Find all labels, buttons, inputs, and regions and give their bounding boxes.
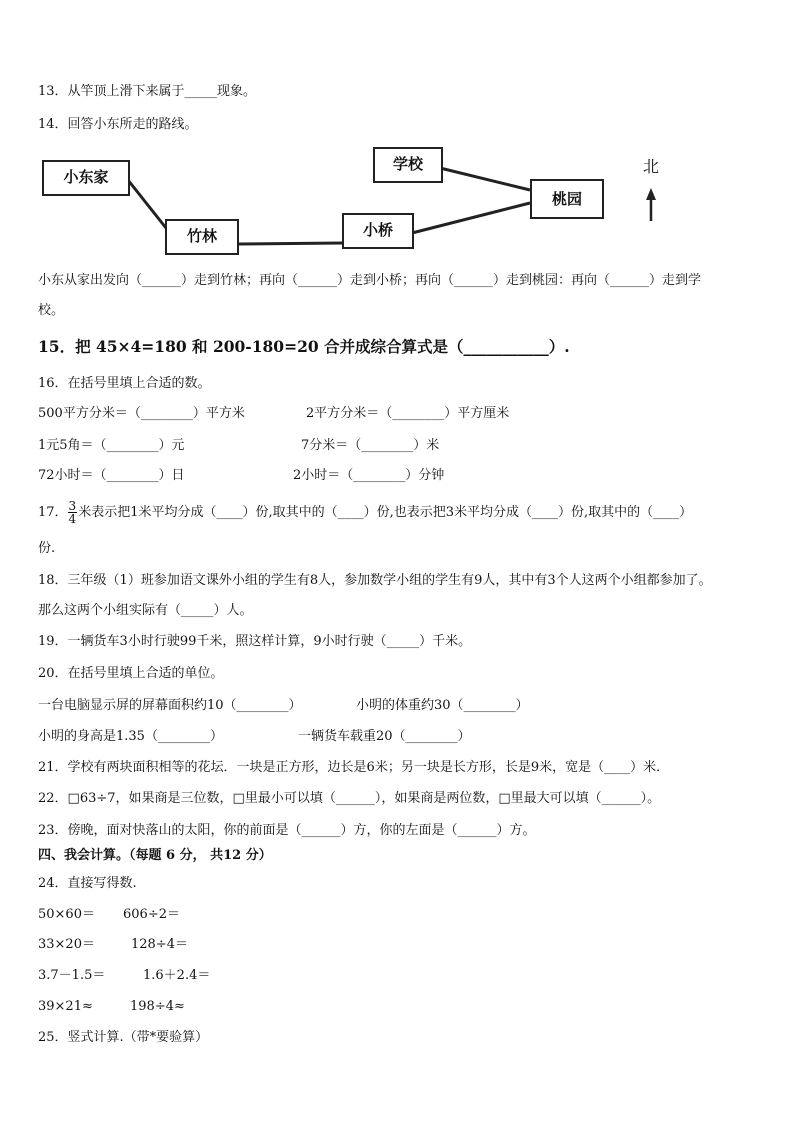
question-17-line1 xyxy=(38,496,692,530)
calc-r4a: 39×21≈ xyxy=(38,999,93,1014)
fraction-three-quarters xyxy=(68,500,78,525)
map-box-orchard: 桃园 xyxy=(530,179,604,219)
question-16-f: 2小时＝（________）分钟 xyxy=(293,468,445,483)
map-box-bamboo: 竹林 xyxy=(165,219,239,255)
question-16-d: 7分米＝（________）米 xyxy=(301,438,440,453)
question-21: 21．学校有两块面积相等的花坛．一块是正方形，边长是6米；另一块是长方形，长是9米，宽是（____）米． xyxy=(38,760,670,775)
calc-r3b: 1.6＋2.4＝ xyxy=(143,968,211,983)
question-13: 13．从竿顶上滑下来属于_____现象。 xyxy=(38,84,257,99)
question-15: 15．把 45×4=180 和 200-180=20 合并成综合算式是（___________）. xyxy=(38,337,570,356)
calc-r1b: 606÷2＝ xyxy=(123,907,180,922)
question-16-c: 1元5角＝（________）元 xyxy=(38,438,185,453)
road-school-orchard xyxy=(440,168,530,190)
road-home-bamboo xyxy=(128,180,166,228)
question-24-title: 24．直接写得数. xyxy=(38,876,137,891)
road-bridge-orchard xyxy=(412,203,530,233)
question-16-title: 16．在括号里填上合适的数。 xyxy=(38,376,211,391)
calc-r1a: 50×60＝ xyxy=(38,907,95,922)
calc-r2b: 128÷4＝ xyxy=(131,937,188,952)
map-box-home: 小东家 xyxy=(42,160,130,196)
question-17-number: 17． xyxy=(38,505,68,520)
section-4-heading: 四、我会计算。（每题 6 分， 共12 分） xyxy=(38,848,272,863)
question-18-line1: 18．三年级（1）班参加语文课外小组的学生有8人，参加数学小组的学生有9人，其中有3个人这两个小组都参加了。 xyxy=(38,573,712,588)
question-22: 22．□63÷7，如果商是三位数，□里最小可以填（______），如果商是两位数，□里最大可以填（______）。 xyxy=(38,791,661,806)
question-20-b: 小明的体重约30（________） xyxy=(356,698,529,713)
question-25: 25．竖式计算.（带*要验算） xyxy=(38,1030,209,1045)
question-17-line2: 份. xyxy=(38,541,56,556)
question-18-line2: 那么这两个小组实际有（_____）人。 xyxy=(38,603,253,618)
question-14-line2: 校。 xyxy=(38,303,65,318)
map-box-school: 学校 xyxy=(373,147,443,183)
question-19: 19．一辆货车3小时行驶99千米，照这样计算，9小时行驶（_____）千米。 xyxy=(38,634,472,649)
fraction-numerator: 3 xyxy=(68,499,77,513)
question-20-c: 小明的身高是1.35（________） xyxy=(38,729,223,744)
question-17-text: 米表示把1米平均分成（____）份,取其中的（____）份,也表示把3米平均分成（____）份,取其中的（____） xyxy=(78,505,693,520)
question-20-a: 一台电脑显示屏的屏幕面积约10（________） xyxy=(38,698,302,713)
question-16-e: 72小时＝（________）日 xyxy=(38,468,185,483)
north-label: 北 xyxy=(643,157,660,176)
calc-r4b: 198÷4≈ xyxy=(130,999,185,1014)
question-20-d: 一辆货车载重20（________） xyxy=(298,729,471,744)
road-bamboo-bridge xyxy=(238,243,343,244)
question-23: 23．傍晚，面对快落山的太阳，你的前面是（______）方，你的左面是（______）方。 xyxy=(38,823,536,838)
calc-r2a: 33×20＝ xyxy=(38,937,95,952)
question-14-title: 14．回答小东所走的路线。 xyxy=(38,117,198,132)
question-16-a: 500平方分米＝（________）平方米 xyxy=(38,406,245,421)
calc-r3a: 3.7－1.5＝ xyxy=(38,968,106,983)
question-14-line1: 小东从家出发向（______）走到竹林；再向（______）走到小桥；再向（______）走到桃园：再向（______）走到学 xyxy=(38,273,702,288)
map-box-bridge: 小桥 xyxy=(342,213,414,249)
north-arrow-icon xyxy=(646,188,656,200)
question-20-title: 20．在括号里填上合适的单位。 xyxy=(38,666,224,681)
question-16-b: 2平方分米＝（________）平方厘米 xyxy=(306,406,510,421)
fraction-denominator: 4 xyxy=(68,512,77,526)
